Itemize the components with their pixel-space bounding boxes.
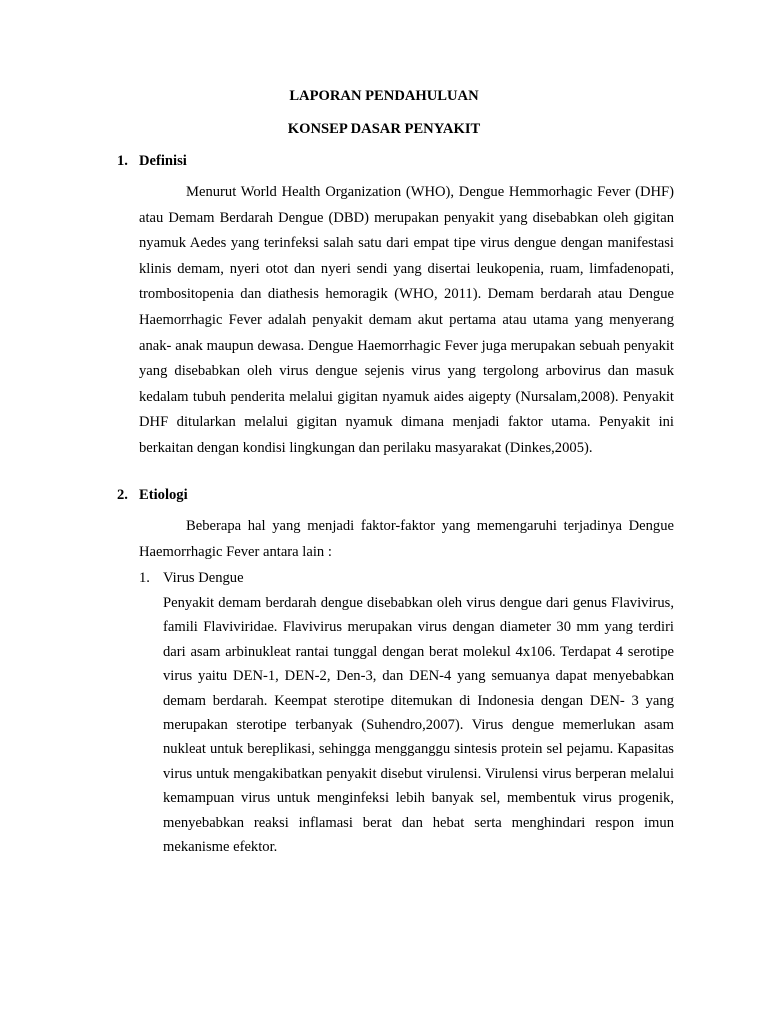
virus-dengue-paragraph: Penyakit demam berdarah dengue disebabkan oleh virus dengue dari genus Flavivirus, famili Flaviviridae. Flavivirus merupakan virus dengan diameter 30 mm yang terdiri dari asam arbinukleat rantai tunggal dengan berat molekul 4x106. Terdapat 4 serotipe virus yaitu DEN-1, DEN-2, Den-3, dan DEN-4 yang semuanya dapat menyebabkan demam berdarah. Keempat sterotipe ditemukan di Indonesia dengan DEN- 3 yang merupakan sterotipe terbanyak (Suhendro,2007). Virus dengue memerlukan asam nukleat untuk bereplikasi, sehingga mengganggu sintesis protein sel pejamu. Kapasitas virus untuk mengakibatkan penyakit disebut virulensi. Virulensi virus berperan melalui kemampuan virus untuk menginfeksi lebih banyak sel, membentuk virus progenik, menyebabkan reaksi inflamasi berat dan hebat serta menghindari respon imun mekanisme efektor. — [163, 595, 674, 856]
list-item-number: 1. — [139, 570, 150, 586]
section-number: 2. — [117, 487, 128, 503]
section-heading-label: Etiologi — [139, 487, 188, 503]
document-subtitle: KONSEP DASAR PENYAKIT — [287, 121, 481, 137]
etiologi-paragraph: Beberapa hal yang menjadi faktor-faktor yang memengaruhi terjadinya Dengue Haemorrhagic Fever antara lain : — [139, 518, 674, 560]
definisi-paragraph: Menurut World Health Organization (WHO), Dengue Hemmorhagic Fever (DHF) atau Demam Berdarah Dengue (DBD) merupakan penyakit yang disebabkan oleh gigitan nyamuk Aedes yang terinfeksi salah satu dari empat tipe virus dengue dengan manifestasi klinis demam, nyeri otot dan nyeri sendi yang disertai leukopenia, ruam, limfadenopati, trombositopenia dan diathesis hemoragik (WHO, 2011). Demam berdarah atau Dengue Haemorrhagic Fever adalah penyakit demam akut pertama atau utama yang menyerang anak- anak maupun dewasa. Dengue Haemorrhagic Fever juga merupakan sebuah penyakit yang disebabkan oleh virus dengue sejenis virus yang tergolong arbovirus dan masuk kedalam tubuh penderita melalui gigitan nyamuk aides aigepty (Nursalam,2008). Penyakit DHF ditularkan melalui gigitan nyamuk dimana menjadi faktor utama. Penyakit ini berkaitan dengan kondisi lingkungan dan perilaku masyarakat (Dinkes,2005). — [139, 184, 674, 456]
section-heading-etiologi — [117, 486, 188, 504]
document-title: LAPORAN PENDAHULUAN — [289, 88, 479, 104]
section-heading-definisi — [117, 152, 187, 170]
section-heading-label: Definisi — [139, 153, 187, 169]
list-item-virus-dengue — [139, 569, 244, 587]
list-item-label: Virus Dengue — [163, 570, 244, 586]
section-number: 1. — [117, 153, 128, 169]
